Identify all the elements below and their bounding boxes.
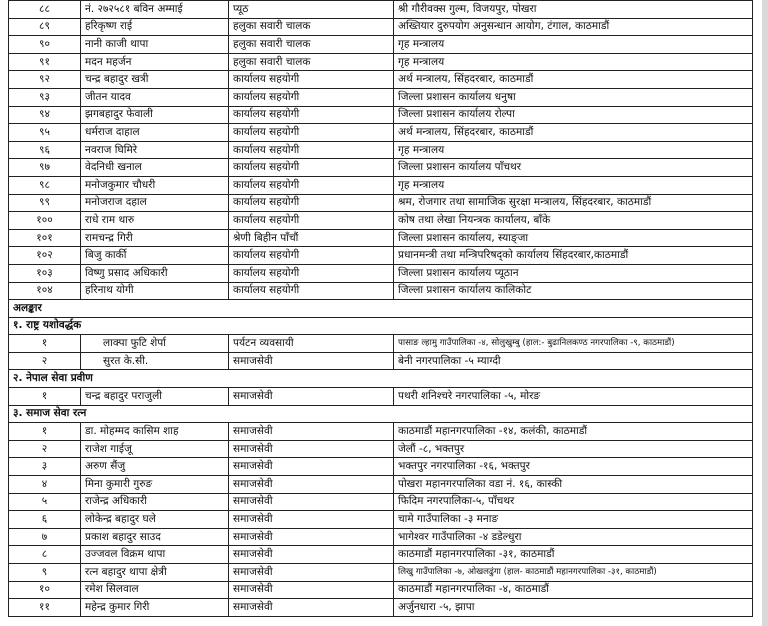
office-address: फिदिम नगरपालिका-५, पाँचथर — [394, 493, 753, 511]
section-title-2: २. नेपाल सेवा प्रवीण — [9, 370, 753, 388]
office-address: जेलौं -८, भक्तपुर — [394, 440, 753, 458]
section-row — [9, 300, 753, 318]
table-row — [9, 141, 753, 159]
person-name: राधे राम थारु — [81, 212, 229, 230]
serial-number: ८९ — [9, 18, 81, 36]
person-name: रमेश सिलवाल — [81, 581, 229, 599]
designation: प्यूठ — [229, 1, 394, 19]
person-name: नानी काजी थापा — [81, 36, 229, 54]
office-address: चामे गाउँपालिका -३ मनाङ — [394, 511, 753, 529]
person-name: मदन महर्जन — [81, 53, 229, 71]
office-address: भागेश्वर गाउँपालिका -४ डडेल्धुरा — [394, 528, 753, 546]
person-name: मिना कुमारी गुरुङ — [81, 476, 229, 494]
designation: कार्यालय सहयोगी — [229, 71, 394, 89]
office-address: श्रम, रोजगार तथा सामाजिक सुरक्षा मन्त्रालय, सिंहदरबार, काठमाडौं — [394, 194, 753, 212]
person-name: उज्जवल विक्रम थापा — [81, 546, 229, 564]
designation: कार्यालय सहयोगी — [229, 194, 394, 212]
person-name: वेदनिधी खनाल — [81, 159, 229, 177]
office-address: जिल्ला प्रशासन कार्यालय प्यूठान — [394, 264, 753, 282]
table-row — [9, 53, 753, 71]
designation: समाजसेवी — [229, 388, 394, 406]
table-row — [9, 247, 753, 265]
table-row — [9, 388, 753, 406]
serial-number: ९९ — [9, 194, 81, 212]
table-row — [9, 352, 753, 370]
person-name: बिजु कार्की — [81, 247, 229, 265]
person-name: राजेश गाईजू — [81, 440, 229, 458]
section-title-1: १. राष्ट्र यशोवर्द्धक — [9, 317, 753, 335]
person-name: धर्मराज दाहाल — [81, 124, 229, 142]
serial-number: १०३ — [9, 264, 81, 282]
person-name: सुरत के.सी. — [81, 352, 229, 370]
serial-number: ५ — [9, 493, 81, 511]
office-address: अर्जुनधारा -५, झापा — [394, 599, 753, 617]
office-address: अख्तियार दुरुपयोग अनुसन्धान आयोग, टंगाल, काठमाडौं — [394, 18, 753, 36]
office-address: श्री गौरीवक्स गुल्म, विजयपुर, पोखरा — [394, 1, 753, 19]
designation: समाजसेवी — [229, 423, 394, 441]
serial-number: ७ — [9, 528, 81, 546]
office-address: जिल्ला प्रशासन कार्यालय, स्याङ्जा — [394, 229, 753, 247]
serial-number: १ — [9, 388, 81, 406]
designation: कार्यालय सहयोगी — [229, 141, 394, 159]
serial-number: ३ — [9, 458, 81, 476]
designation: कार्यालय सहयोगी — [229, 88, 394, 106]
office-address: गृह मन्त्रालय — [394, 176, 753, 194]
office-address: जिल्ला प्रशासन कार्यालय कालिकोट — [394, 282, 753, 300]
office-address: पोखरा महानगरपालिका वडा नं. १६, कास्की — [394, 476, 753, 494]
table-row — [9, 440, 753, 458]
designation: कार्यालय सहयोगी — [229, 159, 394, 177]
serial-number: ९५ — [9, 124, 81, 142]
serial-number: ९० — [9, 36, 81, 54]
table-row — [9, 264, 753, 282]
office-address: जिल्ला प्रशासन कार्यालय रोल्पा — [394, 106, 753, 124]
serial-number: ९ — [9, 564, 81, 582]
table-row — [9, 528, 753, 546]
designation: समाजसेवी — [229, 511, 394, 529]
person-name: झगबहादुर फेवाली — [81, 106, 229, 124]
office-address: जिल्ला प्रशासन कार्यालय पाँचथर — [394, 159, 753, 177]
table-row — [9, 335, 753, 353]
person-name: रामचन्द्र गिरी — [81, 229, 229, 247]
serial-number: ९३ — [9, 88, 81, 106]
table-row — [9, 546, 753, 564]
serial-number: २ — [9, 440, 81, 458]
person-name: विष्णु प्रसाद अधिकारी — [81, 264, 229, 282]
office-address: भक्तपुर नगरपालिका -१६, भक्तपुर — [394, 458, 753, 476]
office-address: पथरी शनिश्चरे नगरपालिका -५, मोरङ — [394, 388, 753, 406]
office-address: गृह मन्त्रालय — [394, 141, 753, 159]
table-row — [9, 458, 753, 476]
section-title-3: ३. समाज सेवा रत्न — [9, 405, 753, 423]
office-address: प्रधानमन्त्री तथा मन्त्रिपरिषद्को कार्यालय सिंहदरबार,काठमाडौं — [394, 247, 753, 265]
serial-number: ९७ — [9, 159, 81, 177]
designation: समाजसेवी — [229, 581, 394, 599]
designation: समाजसेवी — [229, 528, 394, 546]
office-address: जिल्ला प्रशासन कार्यालय धनुषा — [394, 88, 753, 106]
designation: समाजसेवी — [229, 546, 394, 564]
table-row — [9, 599, 753, 617]
office-address: अर्थ मन्त्रालय, सिंहदरबार, काठमाडौं — [394, 124, 753, 142]
office-address: कोष तथा लेखा नियन्त्रक कार्यालय, बाँके — [394, 212, 753, 230]
designation: कार्यालय सहयोगी — [229, 282, 394, 300]
serial-number: १ — [9, 335, 81, 353]
person-name: नवराज घिमिरे — [81, 141, 229, 159]
designation: पर्यटन व्यवसायी — [229, 335, 394, 353]
person-name: हरिकृष्ण राई — [81, 18, 229, 36]
designation: हलुका सवारी चालक — [229, 36, 394, 54]
office-address: गृह मन्त्रालय — [394, 36, 753, 54]
table-row — [9, 212, 753, 230]
person-name: डा. मोहम्मद कासिम शाह — [81, 423, 229, 441]
table-row — [9, 106, 753, 124]
table-row — [9, 18, 753, 36]
serial-number: ९२ — [9, 71, 81, 89]
office-address: लिखु गाउँपालिका -७, ओखलढुंगा (हाल- काठमाडौं महानगरपालिका -३१, काठमाडौं) — [394, 564, 753, 582]
person-name: लोकेन्द्र बहादुर घले — [81, 511, 229, 529]
serial-number: ९१ — [9, 53, 81, 71]
serial-number: ९४ — [9, 106, 81, 124]
person-name: लाक्पा फुटि शेर्पा — [81, 335, 229, 353]
serial-number: ६ — [9, 511, 81, 529]
section-row — [9, 405, 753, 423]
section-row — [9, 317, 753, 335]
serial-number: ४ — [9, 476, 81, 494]
designation: कार्यालय सहयोगी — [229, 124, 394, 142]
table-row — [9, 511, 753, 529]
table-row — [9, 282, 753, 300]
designation: समाजसेवी — [229, 476, 394, 494]
serial-number: १० — [9, 581, 81, 599]
office-address: काठमाडौं महानगरपालिका -१४, कलंकी, काठमाडौं — [394, 423, 753, 441]
award-list-table — [8, 0, 753, 617]
person-name: अरुण सैंजु — [81, 458, 229, 476]
heading-alankar: अलङ्कार — [9, 300, 753, 318]
serial-number: १०१ — [9, 229, 81, 247]
person-name: चन्द्र बहादुर पराजुली — [81, 388, 229, 406]
designation: कार्यालय सहयोगी — [229, 106, 394, 124]
designation: समाजसेवी — [229, 440, 394, 458]
office-address: काठमाडौं महानगरपालिका -४, काठमाडौं — [394, 581, 753, 599]
serial-number: ८ — [9, 546, 81, 564]
designation: हलुका सवारी चालक — [229, 18, 394, 36]
person-name: मनोजराज दहाल — [81, 194, 229, 212]
serial-number: १०४ — [9, 282, 81, 300]
table-row — [9, 159, 753, 177]
person-name: प्रकाश बहादुर साउद — [81, 528, 229, 546]
table-row — [9, 476, 753, 494]
table-row — [9, 581, 753, 599]
person-name: रत्न बहादुर थापा क्षेत्री — [81, 564, 229, 582]
serial-number: ११ — [9, 599, 81, 617]
serial-number: १०२ — [9, 247, 81, 265]
designation: समाजसेवी — [229, 564, 394, 582]
table-row — [9, 176, 753, 194]
designation: श्रेणी बिहीन पाँचौं — [229, 229, 394, 247]
table-row — [9, 36, 753, 54]
serial-number: १ — [9, 423, 81, 441]
person-name: महेन्द्र कुमार गिरी — [81, 599, 229, 617]
office-address: गृह मन्त्रालय — [394, 53, 753, 71]
designation: कार्यालय सहयोगी — [229, 176, 394, 194]
designation: समाजसेवी — [229, 493, 394, 511]
award-list-body — [9, 1, 753, 617]
person-name: राजेन्द्र अधिकारी — [81, 493, 229, 511]
table-row — [9, 423, 753, 441]
table-row — [9, 564, 753, 582]
table-row — [9, 1, 753, 19]
table-row — [9, 194, 753, 212]
person-name: मनोजकुमार चौधरी — [81, 176, 229, 194]
serial-number: ९६ — [9, 141, 81, 159]
office-address: काठमाडौं महानगरपालिका -३१, काठमाडौं — [394, 546, 753, 564]
designation: समाजसेवी — [229, 599, 394, 617]
designation: कार्यालय सहयोगी — [229, 264, 394, 282]
person-name: हरिनाथ योगी — [81, 282, 229, 300]
serial-number: ९८ — [9, 176, 81, 194]
designation: हलुका सवारी चालक — [229, 53, 394, 71]
person-name: नं. २७२५८१ बविन अम्माई — [81, 1, 229, 19]
table-row — [9, 124, 753, 142]
section-row — [9, 370, 753, 388]
table-row — [9, 493, 753, 511]
table-row — [9, 71, 753, 89]
designation: समाजसेवी — [229, 458, 394, 476]
designation: समाजसेवी — [229, 352, 394, 370]
person-name: जीतन यादव — [81, 88, 229, 106]
office-address: बेनी नगरपालिका -५ म्याग्दी — [394, 352, 753, 370]
office-address: अर्थ मन्त्रालय, सिंहदरबार, काठमाडौं — [394, 71, 753, 89]
page-edge — [762, 0, 768, 626]
designation: कार्यालय सहयोगी — [229, 247, 394, 265]
person-name: चन्द्र बहादुर खत्री — [81, 71, 229, 89]
table-row — [9, 88, 753, 106]
serial-number: १०० — [9, 212, 81, 230]
designation: कार्यालय सहयोगी — [229, 212, 394, 230]
serial-number: २ — [9, 352, 81, 370]
office-address: पासाङ ल्हामु गाउँपालिका -४, सोलुखुम्बु (हाल:- बुढानिलकण्ठ नगरपालिका -९, काठमाडौं) — [394, 335, 753, 353]
table-row — [9, 229, 753, 247]
serial-number: ८८ — [9, 1, 81, 19]
